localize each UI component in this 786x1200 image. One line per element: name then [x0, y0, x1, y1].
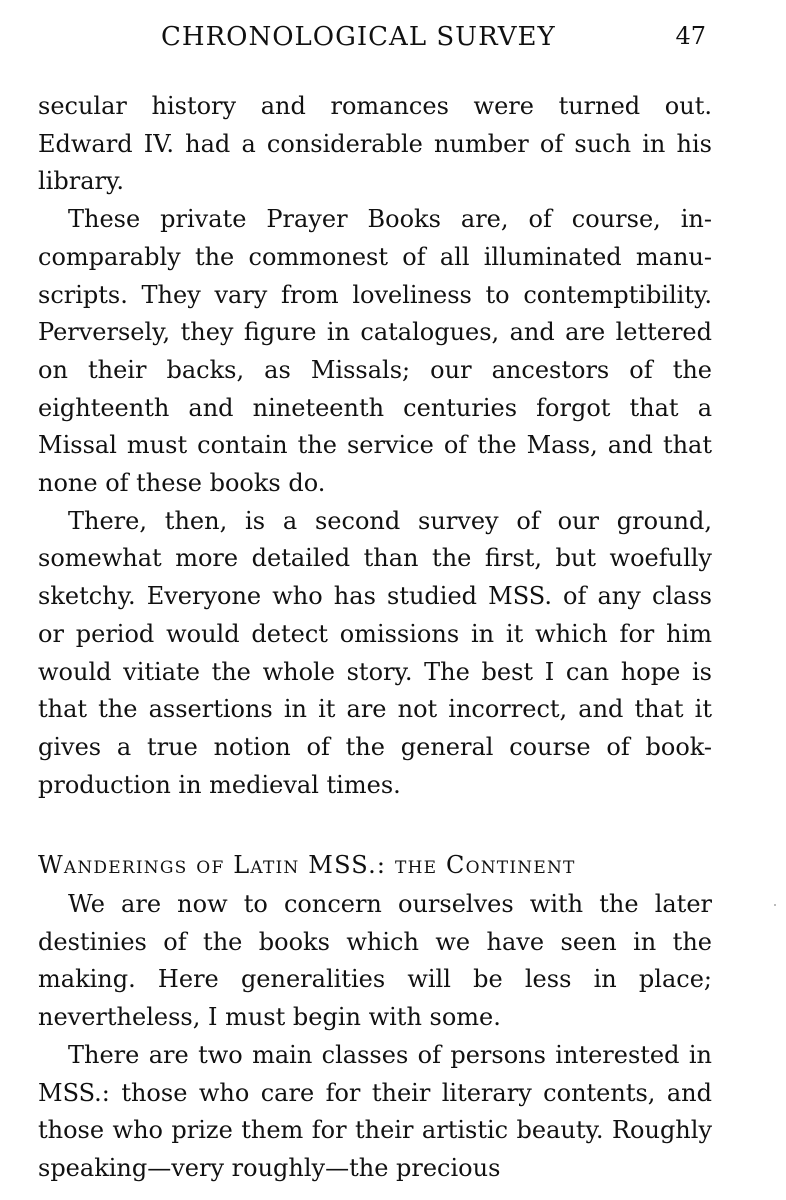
paragraph-later-destinies: We are now to concern ourselves with the later destinies of the books which we have seen in the making. Here generalities will be less in place; nevertheless, I must begin with some. [38, 890, 712, 1032]
running-header [38, 14, 712, 54]
section-heading: Wanderings of Latin MSS.: the Continent [38, 851, 576, 880]
page-number: 47 [675, 22, 706, 50]
book-page [38, 14, 712, 1188]
scan-speck [774, 904, 776, 906]
paragraph-two-classes: There are two main classes of persons interested in MSS.: those who care for their literary contents, and those who prize them for their artistic beauty. Roughly speaking—very roughly—the precious [38, 1040, 712, 1182]
paragraph-prayer-books: These private Prayer Books are, of course, incomparably the commonest of all illuminated manuscripts. They vary from loveliness to contemptibility. Perversely, they figure in catalogues, and are lettered on their backs, as Missals; our ancestors of the eighteenth and nineteenth centuries forgot that a Missal must contain the service of the Mass, and that none of these books do. [38, 205, 712, 498]
paragraph-second-survey: There, then, is a second survey of our ground, somewhat more detailed than the first, but woefully sketchy. Everyone who has studied MSS. of any class or period would detect omissions in it which for him would vitiate the whole story. The best I can hope is that the assertions in it are not incorrect, and that it gives a true notion of the general course of book-production in medieval times. [38, 506, 712, 799]
paragraph-continued: secular history and romances were turned out. Edward IV. had a considerable number of such in his library. [38, 92, 712, 196]
running-title: CHRONOLOGICAL SURVEY [161, 22, 556, 52]
body-text [38, 88, 712, 1188]
